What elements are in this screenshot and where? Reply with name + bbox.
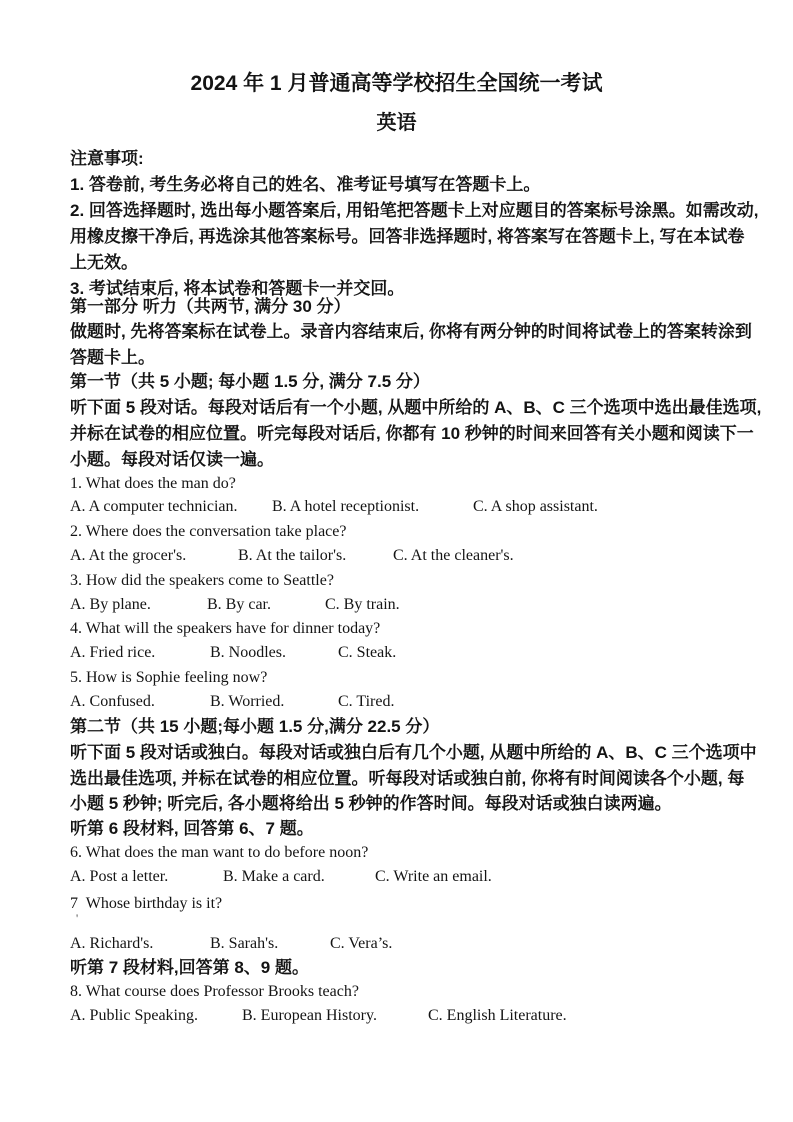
section2-intro-line-2: 选出最佳选项, 并标在试卷的相应位置。听每段对话或独白前, 你将有时间阅读各个小题, 每: [70, 769, 745, 788]
question-1-options: [70, 498, 770, 518]
question-7-option-b: B. Sarah's.: [210, 935, 279, 952]
question-5-option-a: A. Confused.: [70, 693, 155, 710]
question-3-text: 3. How did the speakers come to Seattle?: [70, 572, 334, 589]
notice-item-2-line-2: 用橡皮擦干净后, 再选涂其他答案标号。回答非选择题时, 将答案写在答题卡上, 写在本试卷: [70, 227, 745, 246]
question-5-option-b: B. Worried.: [210, 693, 285, 710]
section1-intro-line-2: 并标在试卷的相应位置。听完每段对话后, 你都有 10 秒钟的时间来回答有关小题和阅读下一: [70, 424, 754, 443]
question-4-options: [70, 644, 770, 664]
question-6-options: [70, 868, 770, 888]
notice-item-2-line-3: 上无效。: [70, 253, 138, 272]
question-1-option-c: C. A shop assistant.: [473, 498, 598, 515]
question-4-option-c: C. Steak.: [338, 644, 397, 661]
material-6-heading: 听第 6 段材料, 回答第 6、7 题。: [70, 819, 314, 838]
question-1-text: 1. What does the man do?: [70, 475, 236, 492]
scan-artifact-mark: ': [76, 911, 79, 925]
question-5-text: 5. How is Sophie feeling now?: [70, 669, 268, 686]
section2-heading: 第二节（共 15 小题;每小题 1.5 分,满分 22.5 分）: [70, 717, 440, 736]
question-6-text: 6. What does the man want to do before noon?: [70, 844, 369, 861]
notice-item-3: 3. 考试结束后, 将本试卷和答题卡一并交回。: [70, 279, 405, 298]
exam-subject: 英语: [376, 112, 417, 134]
question-2-option-b: B. At the tailor's.: [238, 547, 347, 564]
question-3-option-a: A. By plane.: [70, 596, 151, 613]
question-8-options: [70, 1007, 770, 1027]
question-8-option-c: C. English Literature.: [428, 1007, 567, 1024]
question-1-option-a: A. A computer technician.: [70, 498, 238, 515]
question-4-option-a: A. Fried rice.: [70, 644, 156, 661]
question-7-option-a: A. Richard's.: [70, 935, 154, 952]
question-2-option-a: A. At the grocer's.: [70, 547, 187, 564]
exam-title: 2024 年 1 月普通高等学校招生全国统一考试: [190, 72, 603, 95]
section2-intro-line-3: 小题 5 秒钟; 听完后, 各小题将给出 5 秒钟的作答时间。每段对话或独白读两遍。: [70, 794, 672, 813]
notice-item-2-line-1: 2. 回答选择题时, 选出每小题答案后, 用铅笔把答题卡上对应题目的答案标号涂黑。如需改动,: [70, 201, 759, 220]
question-3-option-b: B. By car.: [207, 596, 271, 613]
question-3-option-c: C. By train.: [325, 596, 400, 613]
question-4-option-b: B. Noodles.: [210, 644, 286, 661]
question-4-text: 4. What will the speakers have for dinner today?: [70, 620, 381, 637]
question-8-option-a: A. Public Speaking.: [70, 1007, 198, 1024]
question-2-text: 2. Where does the conversation take place?: [70, 523, 347, 540]
section1-heading: 第一节（共 5 小题; 每小题 1.5 分, 满分 7.5 分）: [70, 372, 430, 391]
notice-heading: 注意事项:: [70, 149, 144, 168]
section1-intro-line-3: 小题。每段对话仅读一遍。: [70, 450, 274, 469]
question-3-options: [70, 596, 770, 616]
question-2-options: [70, 547, 770, 567]
question-5-option-c: C. Tired.: [338, 693, 395, 710]
part1-heading: 第一部分 听力（共两节, 满分 30 分）: [70, 297, 351, 316]
question-7-options: [70, 935, 770, 955]
question-6-option-b: B. Make a card.: [223, 868, 325, 885]
section2-intro-line-1: 听下面 5 段对话或独白。每段对话或独白后有几个小题, 从题中所给的 A、B、C 三个选项中: [70, 743, 757, 762]
question-6-option-c: C. Write an email.: [375, 868, 492, 885]
question-7-text: 7 Whose birthday is it?: [70, 895, 223, 912]
material-7-heading: 听第 7 段材料,回答第 8、9 题。: [70, 958, 309, 977]
question-5-options: [70, 693, 770, 713]
part1-intro-line-2: 答题卡上。: [70, 348, 155, 367]
section1-intro-line-1: 听下面 5 段对话。每段对话后有一个小题, 从题中所给的 A、B、C 三个选项中选出最佳选项,: [70, 398, 762, 417]
notice-item-1: 1. 答卷前, 考生务必将自己的姓名、准考证号填写在答题卡上。: [70, 175, 541, 194]
question-1-option-b: B. A hotel receptionist.: [272, 498, 420, 515]
question-8-text: 8. What course does Professor Brooks teach?: [70, 983, 359, 1000]
part1-intro-line-1: 做题时, 先将答案标在试卷上。录音内容结束后, 你将有两分钟的时间将试卷上的答案转涂到: [70, 322, 752, 341]
question-6-option-a: A. Post a letter.: [70, 868, 169, 885]
question-2-option-c: C. At the cleaner's.: [393, 547, 514, 564]
question-8-option-b: B. European History.: [242, 1007, 377, 1024]
question-7-option-c: C. Vera’s.: [330, 935, 393, 952]
